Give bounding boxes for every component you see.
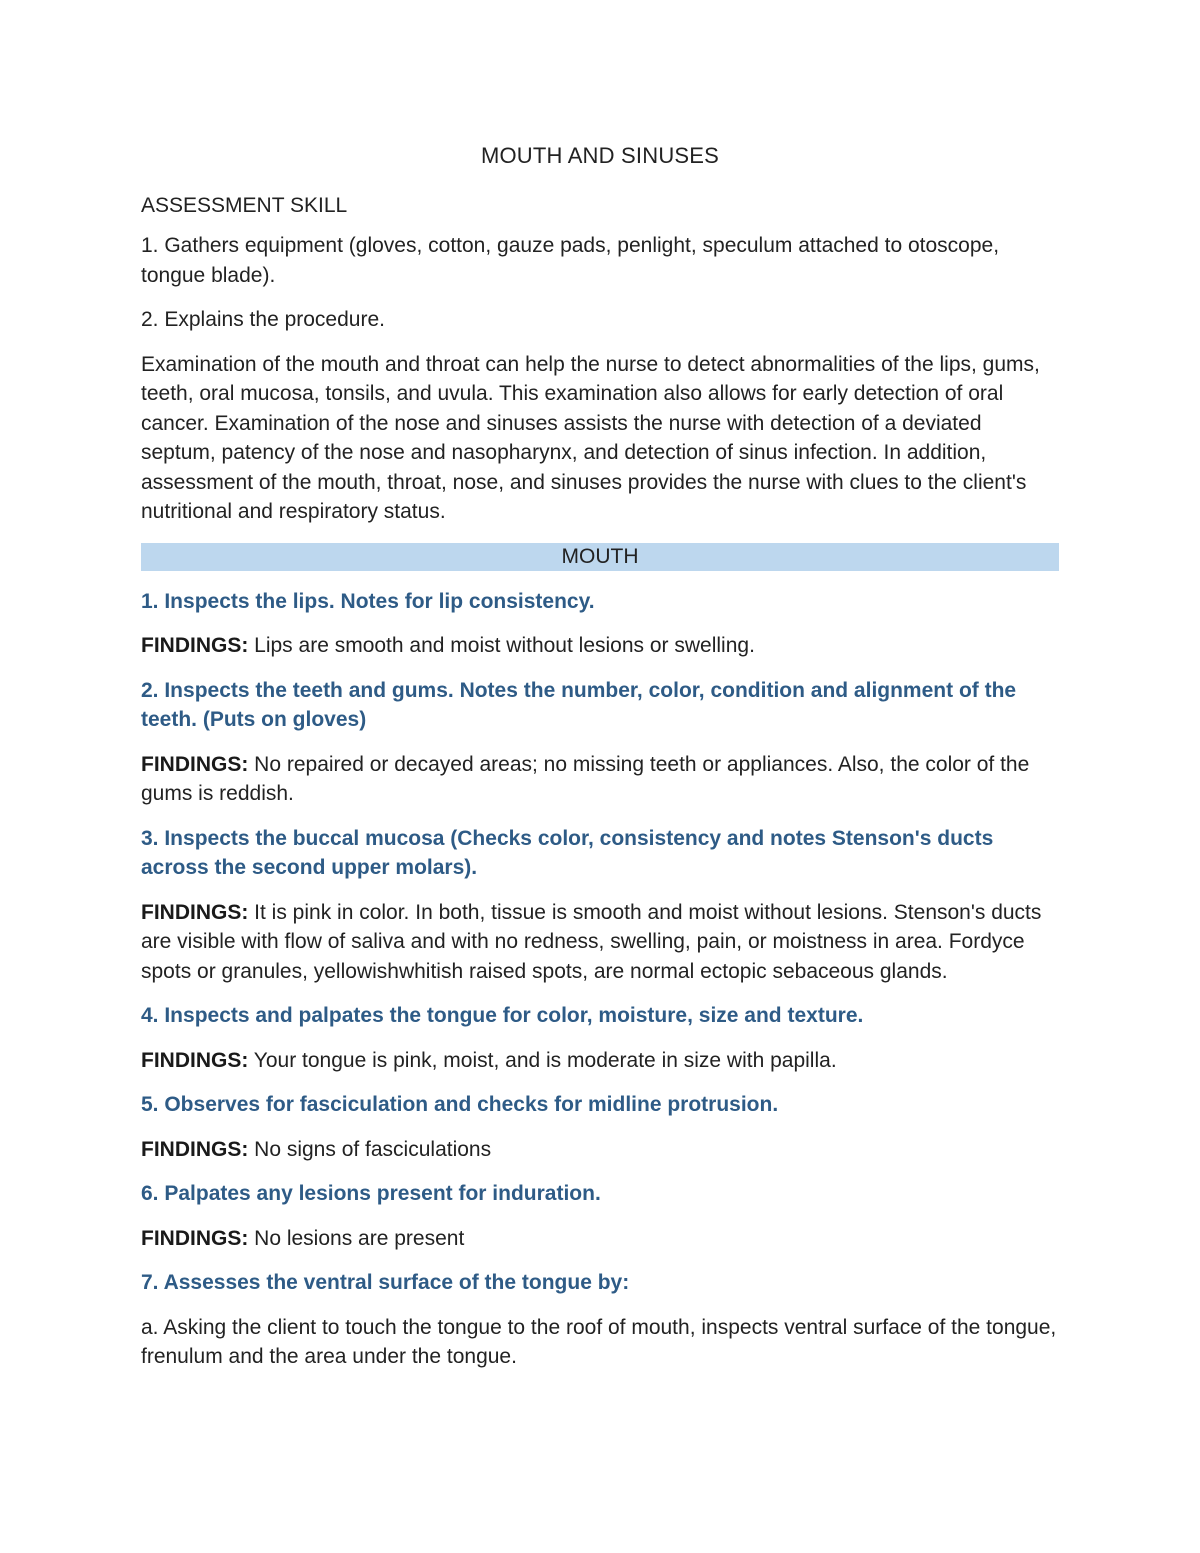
item-2 xyxy=(141,676,1059,809)
item-5 xyxy=(141,1090,1059,1164)
item-finding xyxy=(141,898,1059,987)
intro-paragraph: Examination of the mouth and throat can help the nurse to detect abnormalities of the lips, gums, teeth, oral mucosa, tonsils, and uvula. This examination also allows for early detection of oral cancer. Examination of the nose and sinuses assists the nurse with detection of a deviated septum, patency of the nose and nasopharynx, and detection of sinus infection. In addition, assessment of the mouth, throat, nose, and sinuses provides the nurse with clues to the client's nutritional and respiratory status. xyxy=(141,352,1040,523)
section-label: ASSESSMENT SKILL xyxy=(141,194,348,217)
item-finding xyxy=(141,1046,1059,1076)
item-title: 6. Palpates any lesions present for induration. xyxy=(141,1182,601,1205)
item-6 xyxy=(141,1179,1059,1253)
findings-label: FINDINGS: xyxy=(141,1048,249,1072)
finding-text: It is pink in color. In both, tissue is smooth and moist without lesions. Stenson's ducts are visible with flow of saliva and with no redness, swelling, pain, or moistness in area. Fordyce spots or granules, yellowishwhitish raised spots, are normal ectopic sebaceous glands. xyxy=(141,900,1042,983)
finding-text: No signs of fasciculations xyxy=(248,1137,492,1161)
finding-text: Lips are smooth and moist without lesions or swelling. xyxy=(248,634,755,657)
item-title: 7. Assesses the ventral surface of the tongue by: xyxy=(141,1271,630,1294)
finding-text: No lesions are present xyxy=(248,1226,465,1250)
findings-label: FINDINGS: xyxy=(141,1226,249,1250)
mouth-section-band: MOUTH xyxy=(141,543,1059,571)
step-2: 2. Explains the procedure. xyxy=(141,308,385,331)
item-title: 4. Inspects and palpates the tongue for color, moisture, size and texture. xyxy=(141,1004,864,1027)
item-title: 5. Observes for fasciculation and checks for midline protrusion. xyxy=(141,1093,779,1116)
item-finding xyxy=(141,1224,1059,1254)
findings-label: FINDINGS: xyxy=(141,752,249,776)
item-substep-a: a. Asking the client to touch the tongue to the roof of mouth, inspects ventral surface of the tongue, frenulum and the area under the tongue. xyxy=(141,1315,1057,1368)
step-1: 1. Gathers equipment (gloves, cotton, gauze pads, penlight, speculum attached to otoscope, tongue blade). xyxy=(141,234,1000,287)
item-3 xyxy=(141,824,1059,987)
finding-text: No repaired or decayed areas; no missing teeth or appliances. Also, the color of the gums is reddish. xyxy=(141,752,1030,805)
document-page xyxy=(141,138,1059,1387)
item-7 xyxy=(141,1268,1059,1372)
item-finding xyxy=(141,631,1059,661)
item-title: 1. Inspects the lips. Notes for lip consistency. xyxy=(141,589,595,613)
findings-label: FINDINGS: xyxy=(141,1137,249,1161)
steps-list xyxy=(141,231,1059,335)
findings-label: FINDINGS: xyxy=(141,900,249,924)
item-4 xyxy=(141,1001,1059,1075)
findings-label: FINDINGS: xyxy=(141,634,249,657)
item-title: 2. Inspects the teeth and gums. Notes the number, color, condition and alignment of the teeth. (Puts on gloves) xyxy=(141,678,1017,731)
item-finding xyxy=(141,750,1059,809)
finding-text: Your tongue is pink, moist, and is moderate in size with papilla. xyxy=(248,1048,837,1072)
item-title: 3. Inspects the buccal mucosa (Checks color, consistency and notes Stenson's ducts across the second upper molars). xyxy=(141,826,994,879)
item-finding xyxy=(141,1135,1059,1165)
item-1 xyxy=(141,587,1059,661)
document-title: MOUTH AND SINUSES xyxy=(480,143,720,168)
